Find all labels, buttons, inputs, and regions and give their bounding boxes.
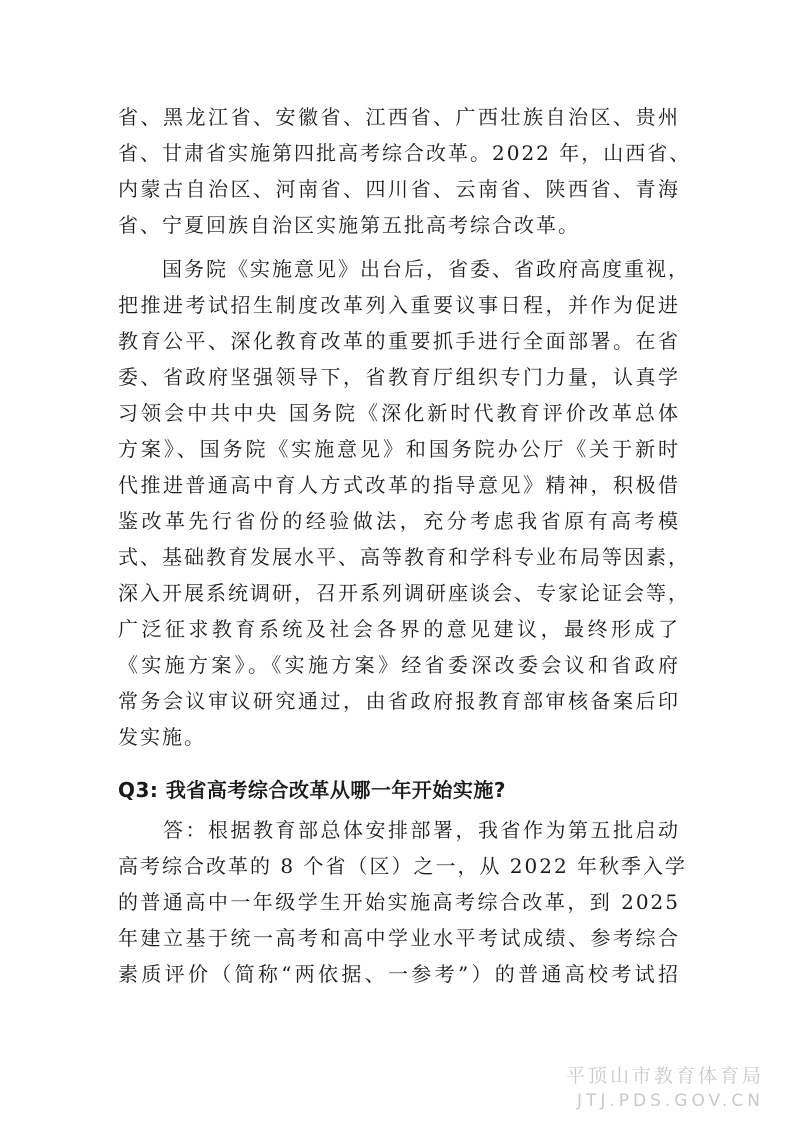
text-line: 内蒙古自治区、河南省、四川省、云南省、陕西省、青海 [118, 177, 680, 201]
text-line: 委、省政府坚强领导下，省教育厅组织专门力量，认真学 [118, 365, 680, 389]
text-line: 省、甘肃省实施第四批高考综合改革。2022 年，山西省、 [118, 141, 692, 165]
text-line: 鉴改革先行省份的经验做法，充分考虑我省原有高考模 [118, 509, 680, 533]
text-line: 省、宁夏回族自治区实施第五批高考综合改革。 [118, 213, 580, 237]
text-line: 年建立基于统一高考和高中学业水平考试成绩、参考综合 [118, 926, 680, 950]
text-line: 把推进考试招生制度改革列入重要议事日程，并作为促进 [118, 293, 680, 317]
text-line: 式、基础教育发展水平、高等教育和学科专业布局等因素， [118, 545, 690, 569]
watermark-org-name: 平顶山市教育体育局 [565, 1065, 764, 1087]
paragraph-implementation-background [118, 251, 690, 755]
text-line: 省、黑龙江省、安徽省、江西省、广西壮族自治区、贵州 [118, 105, 680, 129]
text-line: 广泛征求教育系统及社会各界的意见建议，最终形成了 [118, 617, 680, 641]
watermark-url: JTJ.PDS.GOV.CN [576, 1091, 764, 1111]
text-line: 发实施。 [118, 725, 206, 749]
text-line: 答：根据教育部总体安排部署，我省作为第五批启动 [118, 818, 680, 842]
text-line: 方案》、国务院《实施意见》和国务院办公厅《关于新时 [118, 437, 680, 461]
question-heading: Q3: 我省高考综合改革从哪一年开始实施? [118, 778, 506, 802]
watermark [566, 1063, 764, 1113]
text-line: 的普通高中一年级学生开始实施高考综合改革，到 2025 [118, 890, 680, 914]
paragraph-reform-batches [118, 99, 692, 243]
text-line: 《实施方案》。《实施方案》经省委深改委会议和省政府 [118, 653, 680, 677]
text-line: 习领会中共中央 国务院《深化新时代教育评价改革总体 [118, 401, 680, 425]
text-line: 教育公平、深化教育改革的重要抓手进行全面部署。在省 [118, 329, 680, 353]
paragraph-answer [118, 812, 688, 992]
text-line: 高考综合改革的 8 个省（区）之一，从 2022 年秋季入学 [118, 854, 688, 878]
text-line: 常务会议审议研究通过，由省政府报教育部审核备案后印 [118, 689, 680, 713]
text-line: 深入开展系统调研，召开系列调研座谈会、专家论证会等， [118, 581, 690, 605]
text-line: 素质评价（简称“两依据、一参考”）的普通高校考试招 [118, 962, 680, 986]
text-line: 国务院《实施意见》出台后，省委、省政府高度重视， [118, 257, 690, 281]
text-line: 代推进普通高中育人方式改革的指导意见》精神，积极借 [118, 473, 680, 497]
